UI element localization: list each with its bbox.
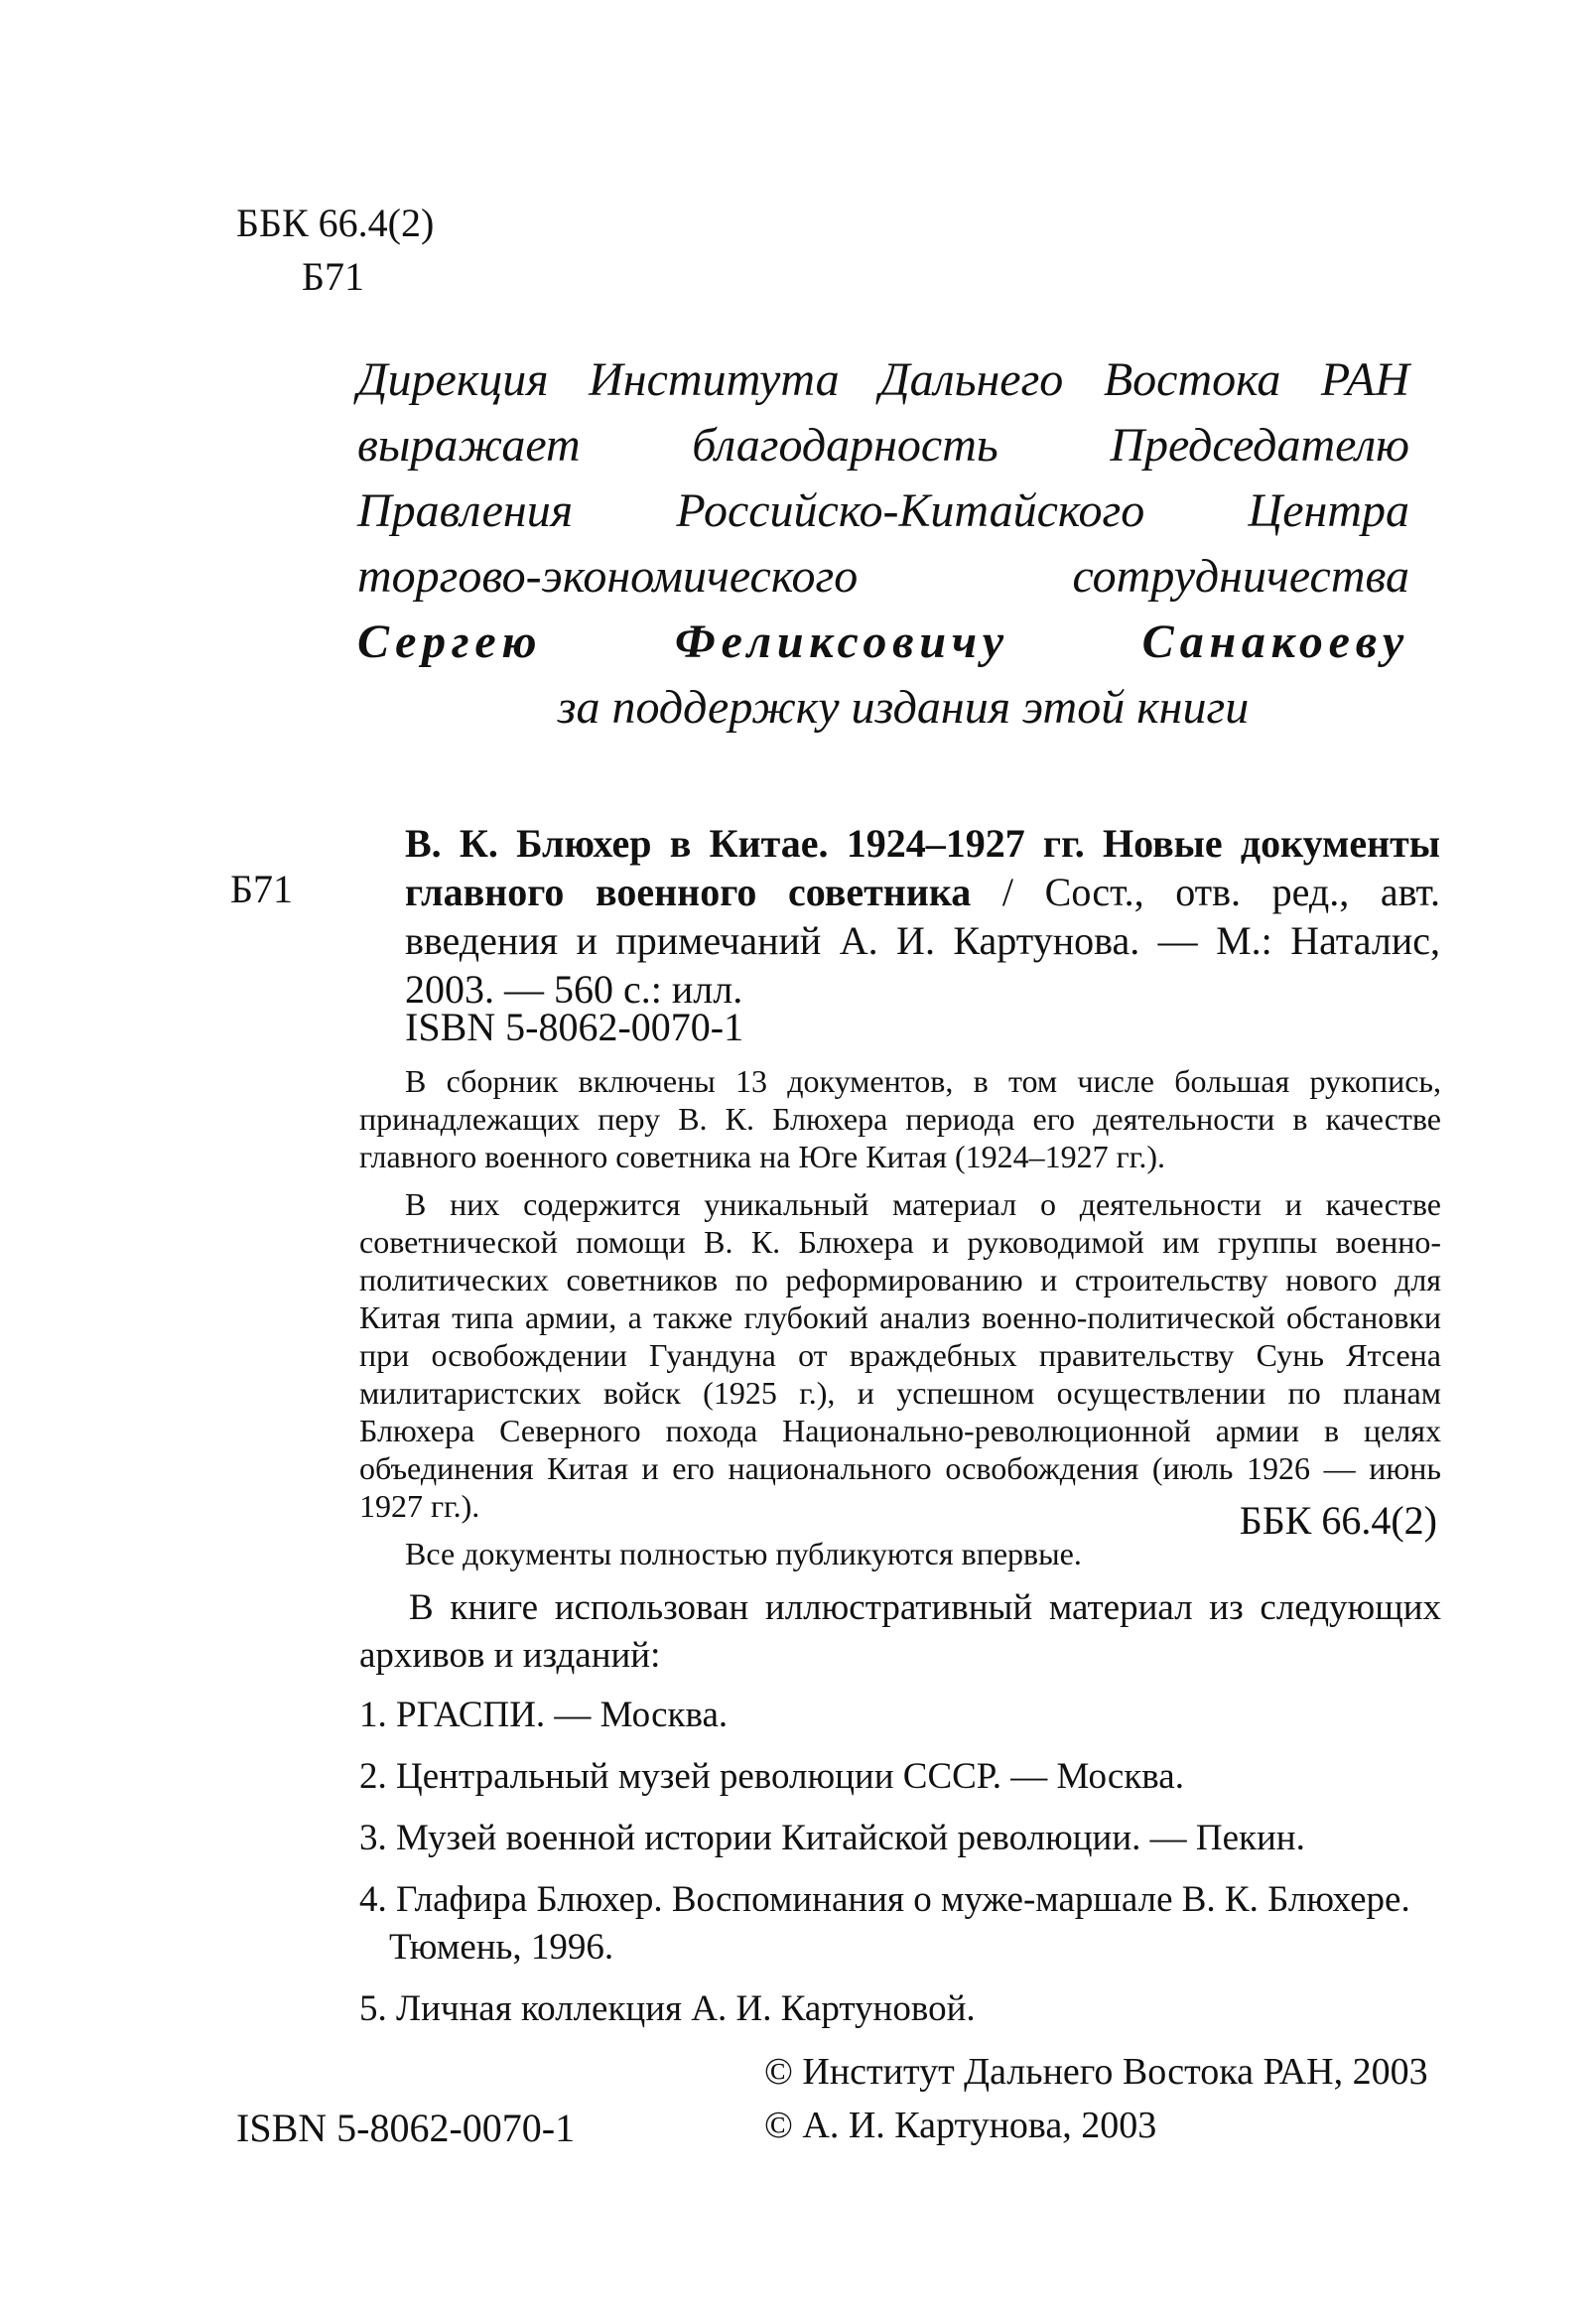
catalog-codes	[236, 197, 434, 304]
illustration-sources	[359, 1584, 1441, 2047]
sources-list	[359, 1692, 1441, 2033]
author-sign: Б71	[302, 254, 364, 299]
source-item: 1. РГАСПИ. — Москва.	[359, 1695, 729, 1735]
gratitude-line-1: Дирекция Института Дальнего Востока РАН	[357, 353, 1409, 406]
copyright-author: © А. И. Картунова, 2003	[764, 2105, 1157, 2146]
bbk-code: ББК 66.4(2)	[236, 201, 435, 245]
sponsor-name: Сергею Феликсовичу Санакоеву	[357, 615, 1409, 668]
gratitude-line-3: Правления Российско-Китайского Центра	[357, 484, 1409, 537]
source-item: 4. Глафира Блюхер. Воспоминания о муже-маршале В. К. Блюхере. Тюмень, 1996.	[359, 1879, 1410, 1968]
bibliographic-author-sign: Б71	[230, 867, 293, 911]
annotation-paragraph-1: В сборник включены 13 документов, в том числе большая рукопись, принадлежащих перу В. К. Блюхера периода его деятельности в качестве главного военного советника на Юге Китая (1924–1927 гг.).	[359, 1063, 1441, 1174]
book-imprint: / Сост., отв. ред., авт. введения и примечаний А. И. Картунова. — М.: Наталис, 2003. — 560 с.: илл.	[405, 870, 1440, 1012]
annotation-paragraph-3: Все документы полностью публикуются впервые.	[405, 1536, 1082, 1571]
bibliographic-description	[405, 819, 1440, 1014]
gratitude-line-6: за поддержку издания этой книги	[557, 681, 1250, 734]
source-item: 5. Личная коллекция А. И. Картуновой.	[359, 1988, 976, 2029]
annotation-paragraph-2: В них содержится уникальный материал о деятельности и качестве советнической помощи В. К. Блюхера и руководимой им группы военно-политических советников по реформированию и строительству нового для Китая типа армии, а также глубокий анализ военно-политической обстановки при освобождении Гуандуна от враждебных правительству Сунь Ятсена милитаристских войск (1925 г.), и успешном осуществлении по планам Блюхера Северного похода Национально-революционной армии в целях объединения Китая и его национального освобождения (июль 1926 — июнь 1927 гг.).	[359, 1186, 1441, 1524]
gratitude-line-2: выражает благодарность Председателю	[357, 419, 1409, 472]
source-item: 3. Музей военной истории Китайской революции. — Пекин.	[359, 1818, 1305, 1858]
annotation-bbk-code: ББК 66.4(2)	[1239, 1498, 1437, 1543]
book-title: В. К. Блюхер в Китае. 1924–1927 гг. Новые документы главного военного советника	[405, 821, 1440, 914]
sources-intro: В книге использован иллюстративный материал из следующих архивов и изданий:	[359, 1587, 1441, 1676]
gratitude-note	[357, 347, 1409, 741]
copyright-institute: © Институт Дальнего Востока РАН, 2003	[764, 2051, 1428, 2093]
copyright-block	[764, 2045, 1428, 2152]
bibliographic-isbn: ISBN 5-8062-0070-1	[405, 1005, 744, 1049]
footer-isbn: ISBN 5-8062-0070-1	[236, 2106, 576, 2150]
gratitude-line-4: торгово-экономического сотрудничества	[357, 550, 1409, 603]
source-item: 2. Центральный музей революции СССР. — Москва.	[359, 1756, 1184, 1797]
